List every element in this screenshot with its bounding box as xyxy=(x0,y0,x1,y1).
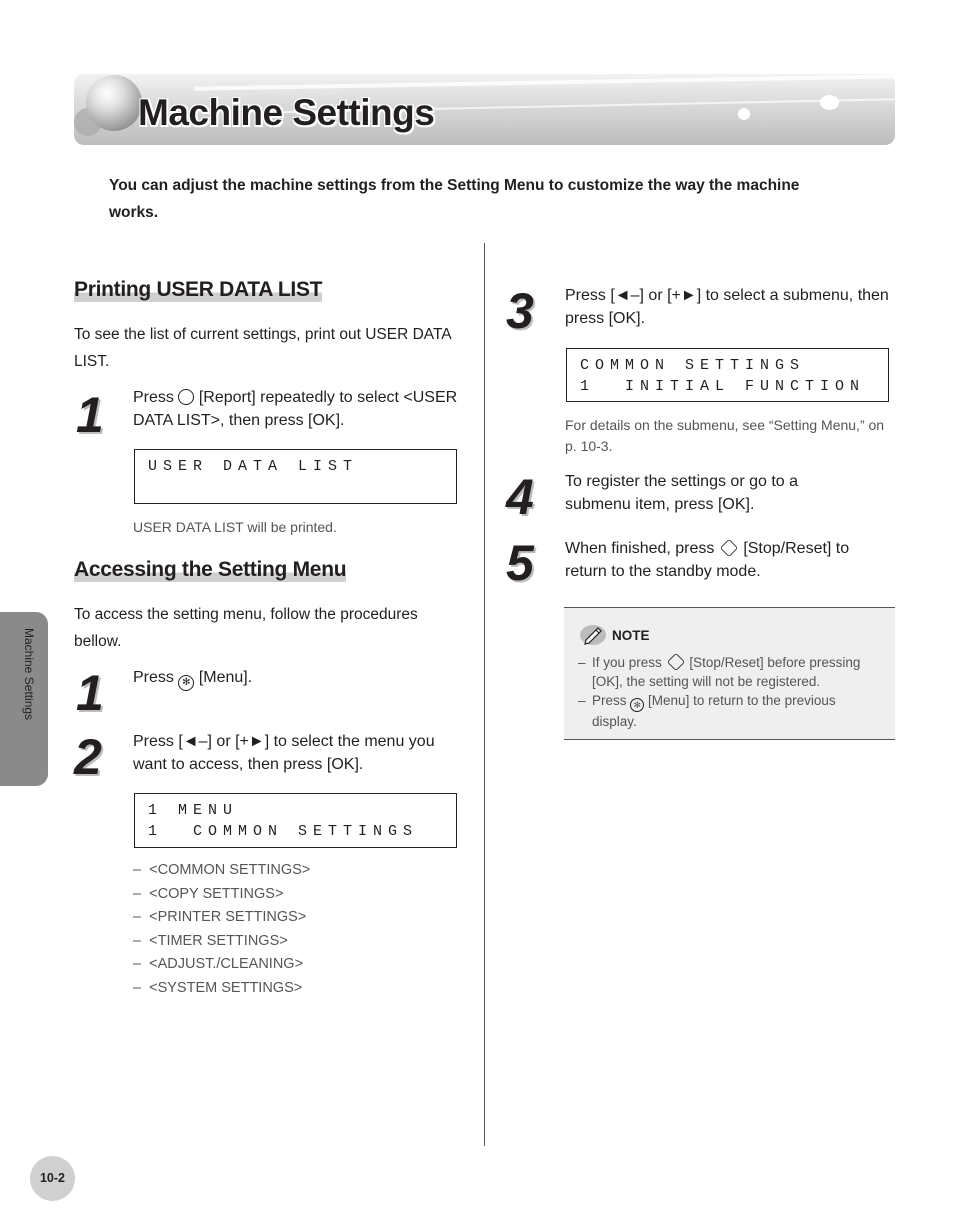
step-number: 1 xyxy=(76,387,104,443)
banner-dot xyxy=(738,108,750,120)
list-item-label: <PRINTER SETTINGS> xyxy=(149,909,307,925)
step-text: To register the settings or go to a submenu item, press [OK]. xyxy=(565,473,799,513)
step-caption: For details on the submenu, see “Setting Menu,” on p. 10-3. xyxy=(565,417,885,454)
lcd-line: 1 INITIAL FUNCTION xyxy=(580,378,866,395)
lcd-line: USER DATA LIST xyxy=(148,458,359,475)
lcd-display xyxy=(134,449,457,504)
page-title: Machine Settings xyxy=(138,92,435,133)
step-number: 1 xyxy=(76,665,104,721)
note-item: – Press ✻ [Menu] to return to the previous display. xyxy=(578,693,836,729)
section-heading-accessing-setting-menu: Accessing the Setting Menu xyxy=(74,558,347,581)
banner-streak xyxy=(194,74,895,91)
list-item-label: <COPY SETTINGS> xyxy=(149,886,284,902)
banner-dot xyxy=(820,95,839,110)
stop-reset-key-icon xyxy=(666,653,684,671)
lcd-line: 1 MENU xyxy=(148,802,239,819)
step-text-part: Press xyxy=(133,389,174,406)
list-item: – <ADJUST./CLEANING> xyxy=(133,956,304,972)
menu-key-icon: ✻ xyxy=(178,675,194,691)
step-text: Press [◄–] or [+►] to select the menu you want to access, then press [OK]. xyxy=(133,733,435,773)
pencil-icon-glyph xyxy=(580,625,606,645)
list-item-label: <SYSTEM SETTINGS> xyxy=(149,980,303,996)
note-text-part: If you press xyxy=(592,655,662,670)
section-intro: To see the list of current settings, print out USER DATA LIST. xyxy=(74,326,451,370)
step-text-part: When finished, press xyxy=(565,540,715,557)
section-intro: To access the setting menu, follow the procedures bellow. xyxy=(74,606,418,650)
list-item-label: <ADJUST./CLEANING> xyxy=(149,956,304,972)
list-item: – <SYSTEM SETTINGS> xyxy=(133,980,303,996)
step-number: 3 xyxy=(506,283,534,339)
column-divider xyxy=(484,243,485,1146)
step-number: 5 xyxy=(506,535,534,591)
lcd-line: COMMON SETTINGS xyxy=(580,357,806,374)
step-number: 4 xyxy=(506,469,534,525)
stop-reset-key-icon xyxy=(720,539,738,557)
step-text xyxy=(565,537,895,583)
page-intro: You can adjust the machine settings from the Setting Menu to customize the way the machine works. xyxy=(109,177,800,221)
note-label: NOTE xyxy=(612,628,650,643)
page-number: 10-2 xyxy=(30,1156,75,1201)
step-text: Press [◄–] or [+►] to select a submenu, then press [OK]. xyxy=(565,287,889,327)
note-text-part: Press xyxy=(592,693,627,708)
menu-key-icon: ✻ xyxy=(630,698,644,712)
list-item-label: <TIMER SETTINGS> xyxy=(149,933,288,949)
section-heading-printing-user-data-list: Printing USER DATA LIST xyxy=(74,278,323,301)
lcd-line: 1 COMMON SETTINGS xyxy=(148,823,419,840)
list-item: – <PRINTER SETTINGS> xyxy=(133,909,307,925)
step-text-part: [Report] repeatedly to select <USER DATA LIST>, then press [OK]. xyxy=(133,389,458,429)
step-text-part: Press xyxy=(133,669,174,686)
note-item: – If you press [Stop/Reset] before pressing [OK], the setting will not be registered. xyxy=(578,653,878,691)
banner-ball-icon xyxy=(86,75,142,131)
list-item: – <COPY SETTINGS> xyxy=(133,886,284,902)
list-item: – <TIMER SETTINGS> xyxy=(133,933,288,949)
step-text xyxy=(133,386,463,432)
note-text-part: [Menu] to return to the previous display. xyxy=(592,693,836,729)
note-text-part: [Stop/Reset] before pressing [OK], the setting will not be registered. xyxy=(592,655,861,689)
chapter-side-tab-label: Machine Settings xyxy=(22,628,36,721)
lcd-display xyxy=(566,348,889,402)
report-key-icon xyxy=(178,389,194,405)
step-text-part: [Menu]. xyxy=(198,669,253,686)
step-text xyxy=(133,666,463,691)
pencil-icon xyxy=(580,625,606,645)
step-caption: USER DATA LIST will be printed. xyxy=(133,519,337,535)
step-number: 2 xyxy=(74,729,102,785)
lcd-display xyxy=(134,793,457,848)
step-text-part: [Stop/Reset] to return to the standby mode. xyxy=(565,540,850,580)
list-item: – <COMMON SETTINGS> xyxy=(133,862,311,878)
list-item-label: <COMMON SETTINGS> xyxy=(149,862,311,878)
